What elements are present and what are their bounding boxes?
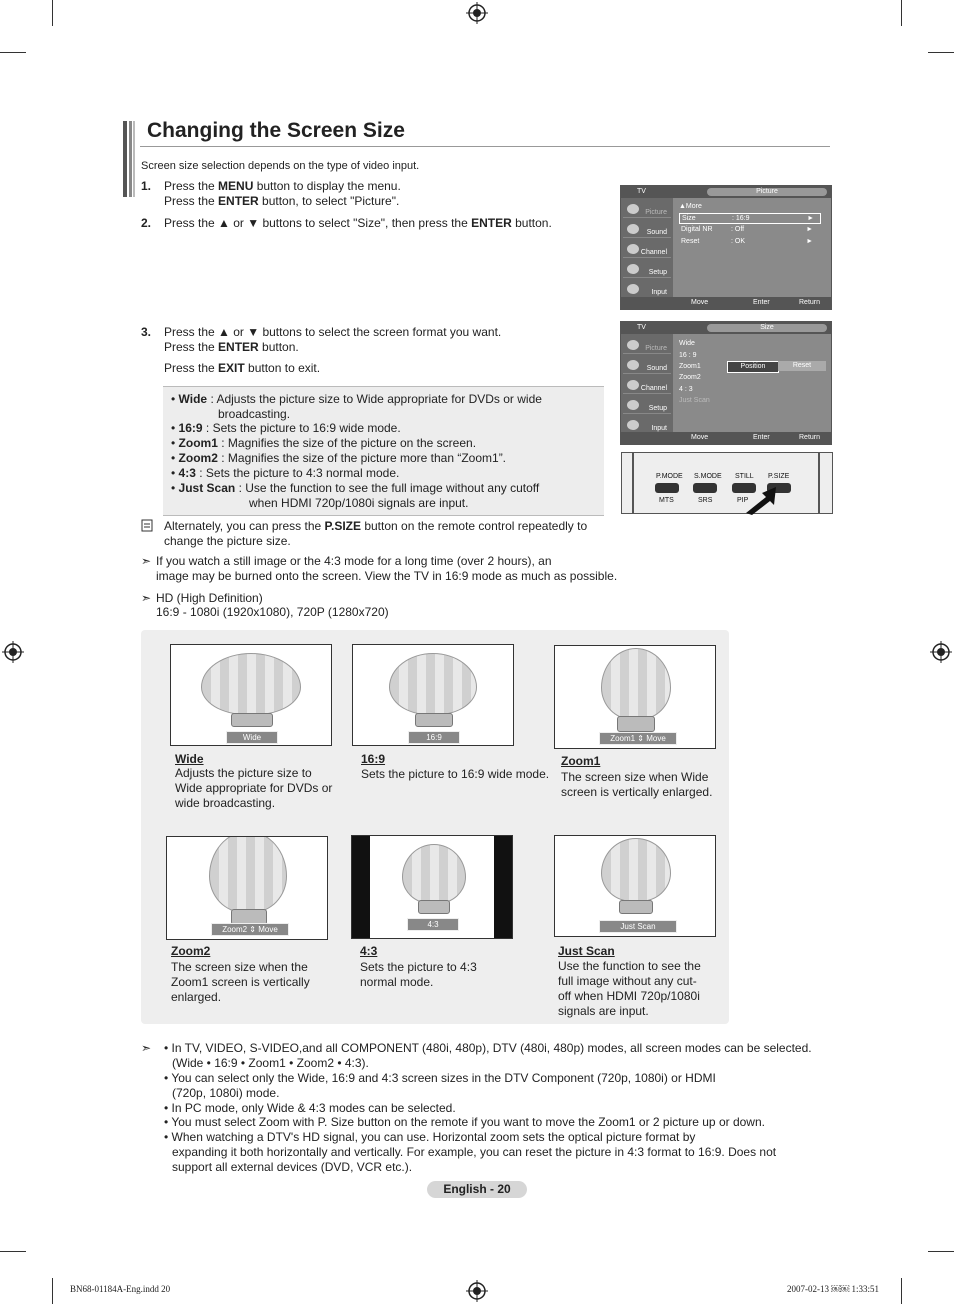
crop-mark [928,1251,954,1252]
step-3-line-3: Press the EXIT button to exit. [164,361,321,375]
crop-mark [52,0,53,26]
title-accent-bar [123,121,135,197]
osd-side-channel: Channel [623,240,671,258]
preview-label: Just Scan [599,920,677,933]
step-1-line-2: Press the ENTER button, to select "Picture". [164,194,400,208]
registration-mark-icon [930,641,952,663]
note-burn-in-line-1: If you watch a still image or the 4:3 mode for a long time (over 2 hours), an [156,554,552,568]
caption-title: Zoom2 [171,944,211,958]
remote-pmode-button [655,483,679,493]
osd-item-4-3: 4 : 3 [679,386,693,393]
osd-return: Return [799,434,821,441]
note-hd-line-2: 16:9 - 1080i (1920x1080), 720P (1280x720) [156,605,389,619]
note-psize-line-2: change the picture size. [164,534,291,548]
note-line: • You can select only the Wide, 16:9 and 4:3 screen sizes in the DTV Component (720p, 1080i) or HDMI [164,1071,716,1085]
caption-title: 4:3 [360,944,378,958]
registration-mark-icon [466,1280,488,1302]
note-line: • You must select Zoom with P. Size button on the remote if you want to move the Zoom1 or 2 picture up or down. [164,1115,765,1129]
osd-size-menu [620,321,832,445]
registration-mark-icon [466,2,488,24]
remote-mts-label: MTS [659,497,674,504]
osd-move: Move [691,434,709,441]
crop-mark [0,1251,26,1252]
note-line: • In TV, VIDEO, S-VIDEO,and all COMPONENT (480i, 480p), DTV (480i, 480p) modes, all screen modes can be selected. [164,1041,812,1055]
osd-row-size: Size : 16:9 ► [679,213,821,224]
note-line: (720p, 1080i) mode. [172,1086,280,1100]
note-burn-in-line-2: image may be burned onto the screen. View the TV in 16:9 mode as much as possible. [156,569,618,583]
osd-enter: Enter [753,299,770,306]
preview-label: Zoom1 ⇕ Move [599,732,677,745]
osd-item-zoom2: Zoom2 [679,374,701,381]
osd-row-reset: Reset : OK ► [681,238,813,245]
title-divider [140,146,830,147]
osd-side-sound: Sound [623,356,671,374]
osd-picture-menu [620,185,832,310]
preview-16-9 [352,644,514,746]
osd-side-setup: Setup [623,396,671,414]
caption-title: Just Scan [558,944,615,958]
osd-tv-label: TV [637,188,646,195]
note-icon [141,519,153,532]
step-number: 3. [141,325,152,339]
osd-return: Return [799,299,821,306]
mode-wide: • Wide : Adjusts the picture size to Wide appropriate for DVDs or wide [171,392,542,406]
osd-position-button: Position [727,361,779,373]
note-line: support all external devices (DVD, VCR etc.). [172,1160,413,1174]
mode-zoom2: • Zoom2 : Magnifies the size of the picture more than “Zoom1”. [171,451,507,465]
osd-more: ▲More [679,203,702,210]
osd-sidebar [621,198,673,297]
caption-desc: The screen size when the Zoom1 screen is vertically enlarged. [171,960,310,1004]
pointer-arrow-icon [732,485,782,515]
note-line: • In PC mode, only Wide & 4:3 modes can be selected. [164,1101,456,1115]
preview-just-scan [554,835,716,937]
preview-wide [170,644,332,746]
crop-mark [901,0,902,26]
remote-control-illustration [621,452,833,514]
osd-side-input: Input [623,416,671,434]
step-3-line-1: Press the ▲ or ▼ buttons to select the screen format you want. [164,325,502,339]
footer-timestamp: 2007-02-13 ￼￼ 1:33:51 [787,1284,879,1294]
mode-just-scan: • Just Scan : Use the function to see the full image without any cutoff [171,481,540,495]
osd-move: Move [691,299,709,306]
osd-side-input: Input [623,280,671,298]
caption-desc: Sets the picture to 16:9 wide mode. [361,767,550,781]
caption-title: 16:9 [361,752,386,766]
mode-16-9: • 16:9 : Sets the picture to 16:9 wide mode. [171,421,401,435]
mode-just-scan-cont: when HDMI 720p/1080i signals are input. [249,496,469,510]
remote-pip-label: PIP [737,497,749,504]
caption-title: Wide [175,752,204,766]
arrow-note-icon: ➣ [141,554,152,568]
preview-label: 4:3 [407,918,459,931]
crop-mark [0,52,26,53]
preview-label: Zoom2 ⇕ Move [211,923,289,936]
osd-tv-label: TV [637,324,646,331]
step-2-line: Press the ▲ or ▼ buttons to select "Size", then press the ENTER button. [164,216,552,230]
preview-4-3 [351,835,513,939]
remote-srs-label: SRS [698,497,713,504]
mode-wide-cont: broadcasting. [218,407,291,421]
osd-row-digital-nr: Digital NR : Off ► [681,226,813,233]
arrow-note-icon: ➣ [141,591,152,605]
remote-psize-label: P.SIZE [768,473,790,480]
remote-smode-label: S.MODE [694,473,722,480]
caption-desc: Use the function to see the full image without any cut- off when HDMI 720p/1080i signals are input. [558,959,701,1018]
caption-desc: Adjusts the picture size to Wide appropriate for DVDs or wide broadcasting. [175,766,333,810]
osd-side-setup: Setup [623,260,671,278]
osd-side-channel: Channel [623,376,671,394]
osd-item-wide: Wide [679,340,695,347]
osd-side-sound: Sound [623,220,671,238]
note-line: (Wide • 16:9 • Zoom1 • Zoom2 • 4:3). [172,1056,369,1070]
crop-mark [52,1278,53,1304]
mode-zoom1: • Zoom1 : Magnifies the size of the picture on the screen. [171,436,477,450]
note-line: expanding it both horizontally and vertically. For example, you can reset the picture in 4:3 format to 16:9. Does not [172,1145,777,1159]
osd-side-picture: Picture [623,336,671,354]
caption-desc: The screen size when Wide screen is vertically enlarged. [561,770,713,799]
crop-mark [928,52,954,53]
remote-still-label: STILL [735,473,754,480]
page-title: Changing the Screen Size [147,119,405,142]
note-psize-line-1: Alternately, you can press the P.SIZE button on the remote control repeatedly to [164,519,588,533]
osd-header: Picture [707,188,827,196]
step-3-line-2: Press the ENTER button. [164,340,299,354]
osd-sidebar [621,334,673,432]
caption-desc: Sets the picture to 4:3 normal mode. [360,960,477,989]
osd-footer [621,432,831,444]
screen-mode-list [163,386,604,516]
preview-label: Wide [226,731,278,744]
remote-pmode-label: P.MODE [656,473,683,480]
osd-item-16-9: 16 : 9 [679,352,697,359]
preview-label: 16:9 [408,731,460,744]
arrow-note-icon: ➣ [141,1041,152,1055]
note-line: • When watching a DTV's HD signal, you can use. Horizontal zoom sets the optical picture format by [164,1130,696,1144]
osd-item-zoom1: Zoom1 [679,363,701,370]
step-number: 2. [141,216,152,230]
osd-enter: Enter [753,434,770,441]
step-1-line-1: Press the MENU button to display the menu. [164,179,401,193]
footer-file: BN68-01184A-Eng.indd 20 [70,1284,171,1294]
mode-4-3: • 4:3 : Sets the picture to 4:3 normal mode. [171,466,400,480]
intro-text: Screen size selection depends on the type of video input. [141,160,420,172]
preview-zoom2 [166,836,328,940]
caption-title: Zoom1 [561,754,601,768]
osd-item-just-scan: Just Scan [679,397,710,404]
osd-header: Size [707,324,827,332]
note-hd-line-1: HD (High Definition) [156,591,263,605]
registration-mark-icon [2,641,24,663]
page-number-badge: English - 20 [427,1181,527,1198]
preview-zoom1 [554,645,716,749]
crop-mark [901,1278,902,1304]
step-number: 1. [141,179,152,193]
remote-smode-button [693,483,717,493]
osd-reset-button: Reset [778,361,826,371]
osd-side-picture: Picture [623,200,671,218]
osd-footer [621,297,831,309]
